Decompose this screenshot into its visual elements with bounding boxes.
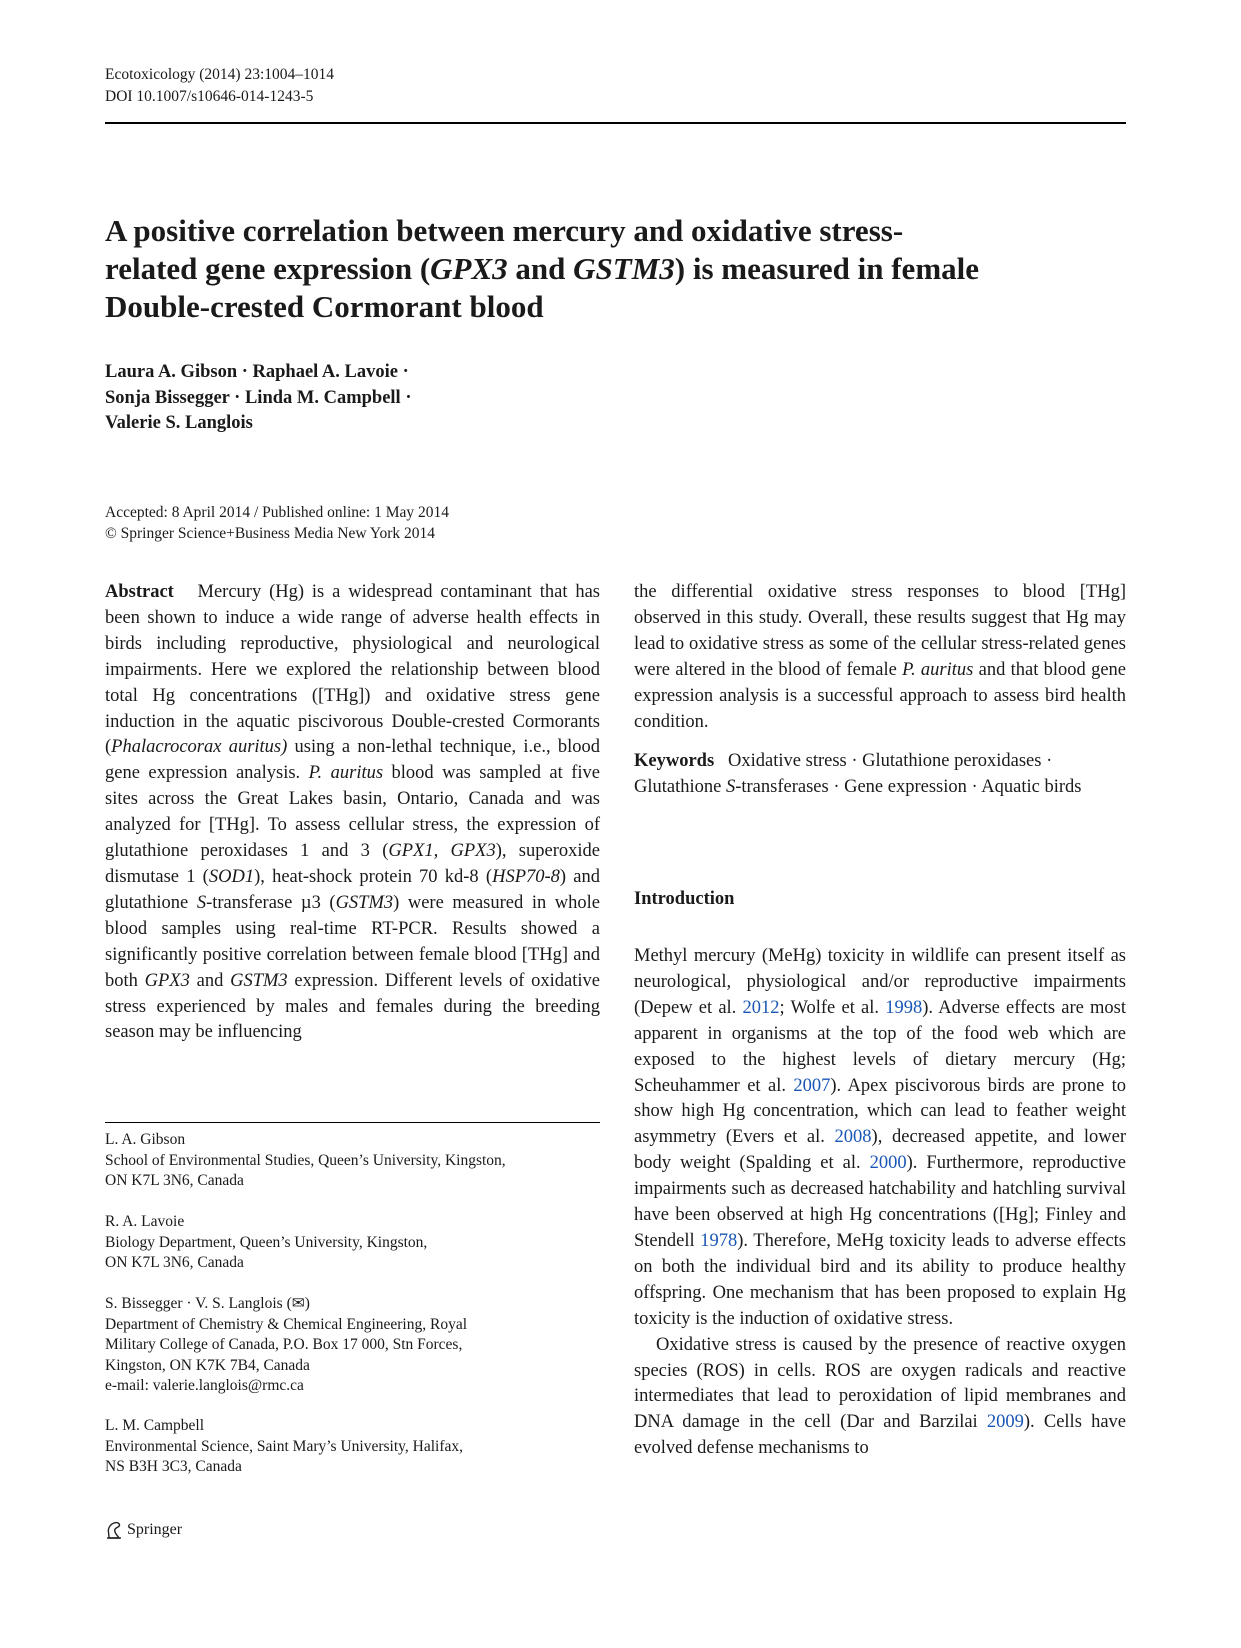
title-line: Double-crested Cormorant blood (105, 289, 544, 324)
publication-dates (105, 502, 449, 544)
abstract-continued: the differential oxidative stress responses to blood [THg] observed in this study. Overall, these results suggest that Hg may lead to oxidative stress as some of the cellular stress-related genes were altered in the blood of female P. auritus and that blood gene expression analysis is a successful approach to assess bird health condition. Keywords Oxidative stress · Glutathione peroxidases · Glutathione S-transferases · Gene expression · Aquatic birds (634, 580, 1126, 801)
copyright: © Springer Science+Business Media New York 2014 (105, 525, 436, 542)
citation-link[interactable]: 1978 (700, 1230, 738, 1251)
citation-link[interactable]: 2008 (834, 1127, 872, 1148)
header-rule (105, 122, 1126, 124)
accepted-date: Accepted: 8 April 2014 / Published online: 1 May 2014 (105, 504, 449, 521)
journal-header (105, 64, 334, 108)
author-line: Laura A. Gibson · Raphael A. Lavoie · (105, 362, 409, 382)
affiliation-rule (105, 1122, 600, 1123)
journal-doi: DOI 10.1007/s10646-014-1243-5 (105, 88, 314, 105)
abstract-heading: Abstract (105, 582, 174, 602)
citation-link[interactable]: 2007 (793, 1075, 831, 1096)
author-line: Valerie S. Langlois (105, 413, 253, 433)
email-link[interactable]: e-mail: valerie.langlois@rmc.ca (105, 1377, 304, 1394)
keywords: Keywords Oxidative stress · Glutathione peroxidases · Glutathione S-transferases · Gene expression · Aquatic birds (634, 751, 1082, 798)
journal-citation: Ecotoxicology (2014) 23:1004–1014 (105, 66, 335, 83)
citation-link[interactable]: 2012 (742, 997, 780, 1018)
title-line: related gene expression (GPX3 and GSTM3) is measured in female (105, 251, 980, 286)
article-title (105, 212, 1126, 326)
keywords-heading: Keywords (634, 751, 715, 772)
author-list (105, 360, 412, 437)
citation-link[interactable]: 2009 (986, 1412, 1024, 1433)
introduction-body: Methyl mercury (MeHg) toxicity in wildlife can present itself as neurological, physiological and/or reproductive impairments (Depew et al. 2012; Wolfe et al. 1998). Adverse effects are most apparent in organisms at the top of the food web which are exposed to the highest levels of dietary mercury (Hg; Scheuhammer et al. 2007). Apex piscivorous birds are prone to show high Hg concentration, which can lead to feather weight asymmetry (Evers et al. 2008), decreased appetite, and lower body weight (Spalding et al. 2000). Furthermore, reproductive impairments such as decreased hatchability and hatchling survival have been observed at high Hg concentrations ([Hg]; Finley and Stendell 1978). Therefore, MeHg toxicity leads to adverse effects on both the individual bird and its ability to produce healthy offspring. One mechanism that has been proposed to explain Hg toxicity is the induction of oxidative stress. Oxidative stress is caused by the presence of reactive oxygen species (ROS) in cells. ROS are oxygen radicals and reactive intermediates that lead to peroxidation of lipid membranes and DNA damage in the cell (Dar and Barzilai 2009). Cells have evolved defense mechanisms to (634, 946, 1127, 1459)
title-line: A positive correlation between mercury and oxidative stress- (105, 213, 904, 248)
affiliation: S. Bissegger · V. S. Langlois (✉) Department of Chemistry & Chemical Engineering, Royal Military College of Canada, P.O. Box 17 000, Stn Forces, Kingston, ON K7K 7B4, Canada e-mail: valerie.langlois@rmc.ca (105, 1294, 600, 1397)
introduction-heading: Introduction (634, 889, 735, 909)
publisher-name: Springer (127, 1521, 183, 1538)
affiliation: L. A. Gibson School of Environmental Studies, Queen’s University, Kingston, ON K7L 3N6, Canada (105, 1131, 506, 1189)
springer-horse-icon (105, 1520, 123, 1540)
affiliation: R. A. Lavoie Biology Department, Queen’s University, Kingston, ON K7L 3N6, Canada (105, 1213, 428, 1271)
citation-link[interactable]: 1998 (885, 997, 923, 1018)
citation-link[interactable]: 2000 (869, 1153, 907, 1174)
abstract: Abstract Mercury (Hg) is a widespread contaminant that has been shown to induce a wide range of adverse health effects in birds including reproductive, physiological and neurological impairments. Here we explored the relationship between blood total Hg concentrations ([THg]) and oxidative stress gene induction in the aquatic piscivorous Double-crested Cormorants (Phalacrocorax auritus) using a non-lethal technique, i.e., blood gene expression analysis. P. auritus blood was sampled at five sites across the Great Lakes basin, Ontario, Canada and was analyzed for [THg]. To assess cellular stress, the expression of glutathione peroxidases 1 and 3 (GPX1, GPX3), superoxide dismutase 1 (SOD1), heat-shock protein 70 kd-8 (HSP70-8) and glutathione S-transferase µ3 (GSTM3) were measured in whole blood samples using real-time RT-PCR. Results showed a significantly positive correlation between female blood [THg] and both GPX3 and GSTM3 expression. Different levels of oxidative stress experienced by males and females during the breeding season may be influencing (105, 582, 601, 1043)
affiliation: L. M. Campbell Environmental Science, Saint Mary’s University, Halifax, NS B3H 3C3, Canada (105, 1417, 463, 1475)
publisher-footer (105, 1520, 182, 1540)
author-line: Sonja Bissegger · Linda M. Campbell · (105, 387, 412, 408)
